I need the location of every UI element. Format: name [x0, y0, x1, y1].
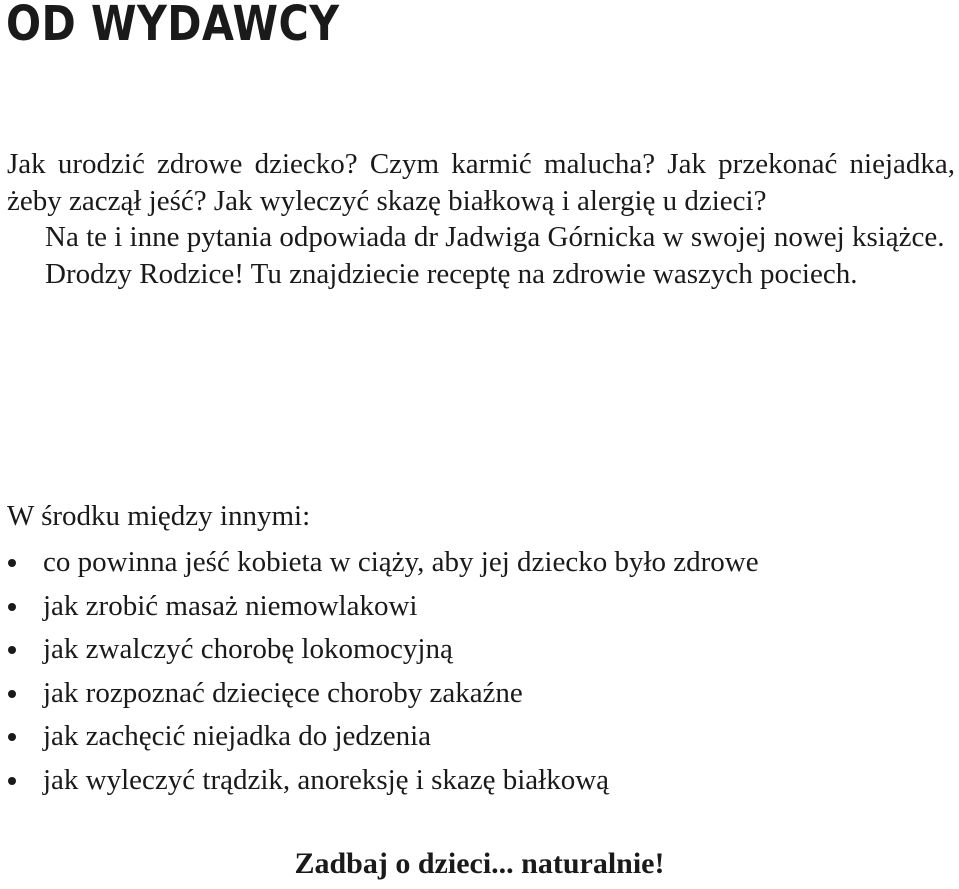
list-item: [7, 759, 955, 803]
bullet-icon: [8, 777, 16, 785]
list-item-text: jak zrobić masaż niemowlakowi: [43, 589, 418, 622]
closing-tagline: Zadbaj o dzieci... naturalnie!: [294, 847, 665, 880]
intro-paragraph: Na te i inne pytania odpowiada dr Jadwiga Górnicka w swojej nowej książce.: [45, 221, 945, 253]
contents-list: [7, 541, 955, 802]
list-item: [7, 628, 955, 672]
bullet-icon: [8, 733, 16, 741]
list-item-text: jak wyleczyć trądzik, anoreksję i skazę białkową: [43, 763, 610, 796]
list-item: [7, 585, 955, 629]
list-item-text: jak zachęcić niejadka do jedzenia: [43, 720, 432, 752]
list-item-text: jak rozpoznać dziecięce choroby zakaźne: [43, 676, 523, 709]
bullet-icon: [8, 603, 16, 611]
intro-section: [7, 146, 955, 292]
page-title: OD WYDAWCY: [6, 0, 340, 52]
list-item: [7, 672, 955, 716]
list-item-text: jak zwalczyć chorobę lokomocyjną: [43, 633, 453, 665]
list-item: [7, 715, 955, 759]
contents-section: [7, 497, 955, 802]
bullet-icon: [8, 646, 16, 654]
intro-paragraph: Drodzy Rodzice! Tu znajdziecie receptę na zdrowie waszych pociech.: [45, 257, 858, 290]
intro-paragraph: Jak urodzić zdrowe dziecko? Czym karmić malucha? Jak przekonać niejadka, żeby zaczął jeść? Jak wyleczyć skazę białkową i alergię u dzieci?: [7, 148, 955, 217]
list-item: [7, 541, 955, 585]
contents-heading: W środku między innymi:: [7, 500, 311, 532]
list-item-text: co powinna jeść kobieta w ciąży, aby jej dziecko było zdrowe: [43, 546, 759, 578]
closing-tagline-row: [0, 842, 959, 886]
bullet-icon: [8, 559, 16, 567]
bullet-icon: [8, 690, 16, 698]
